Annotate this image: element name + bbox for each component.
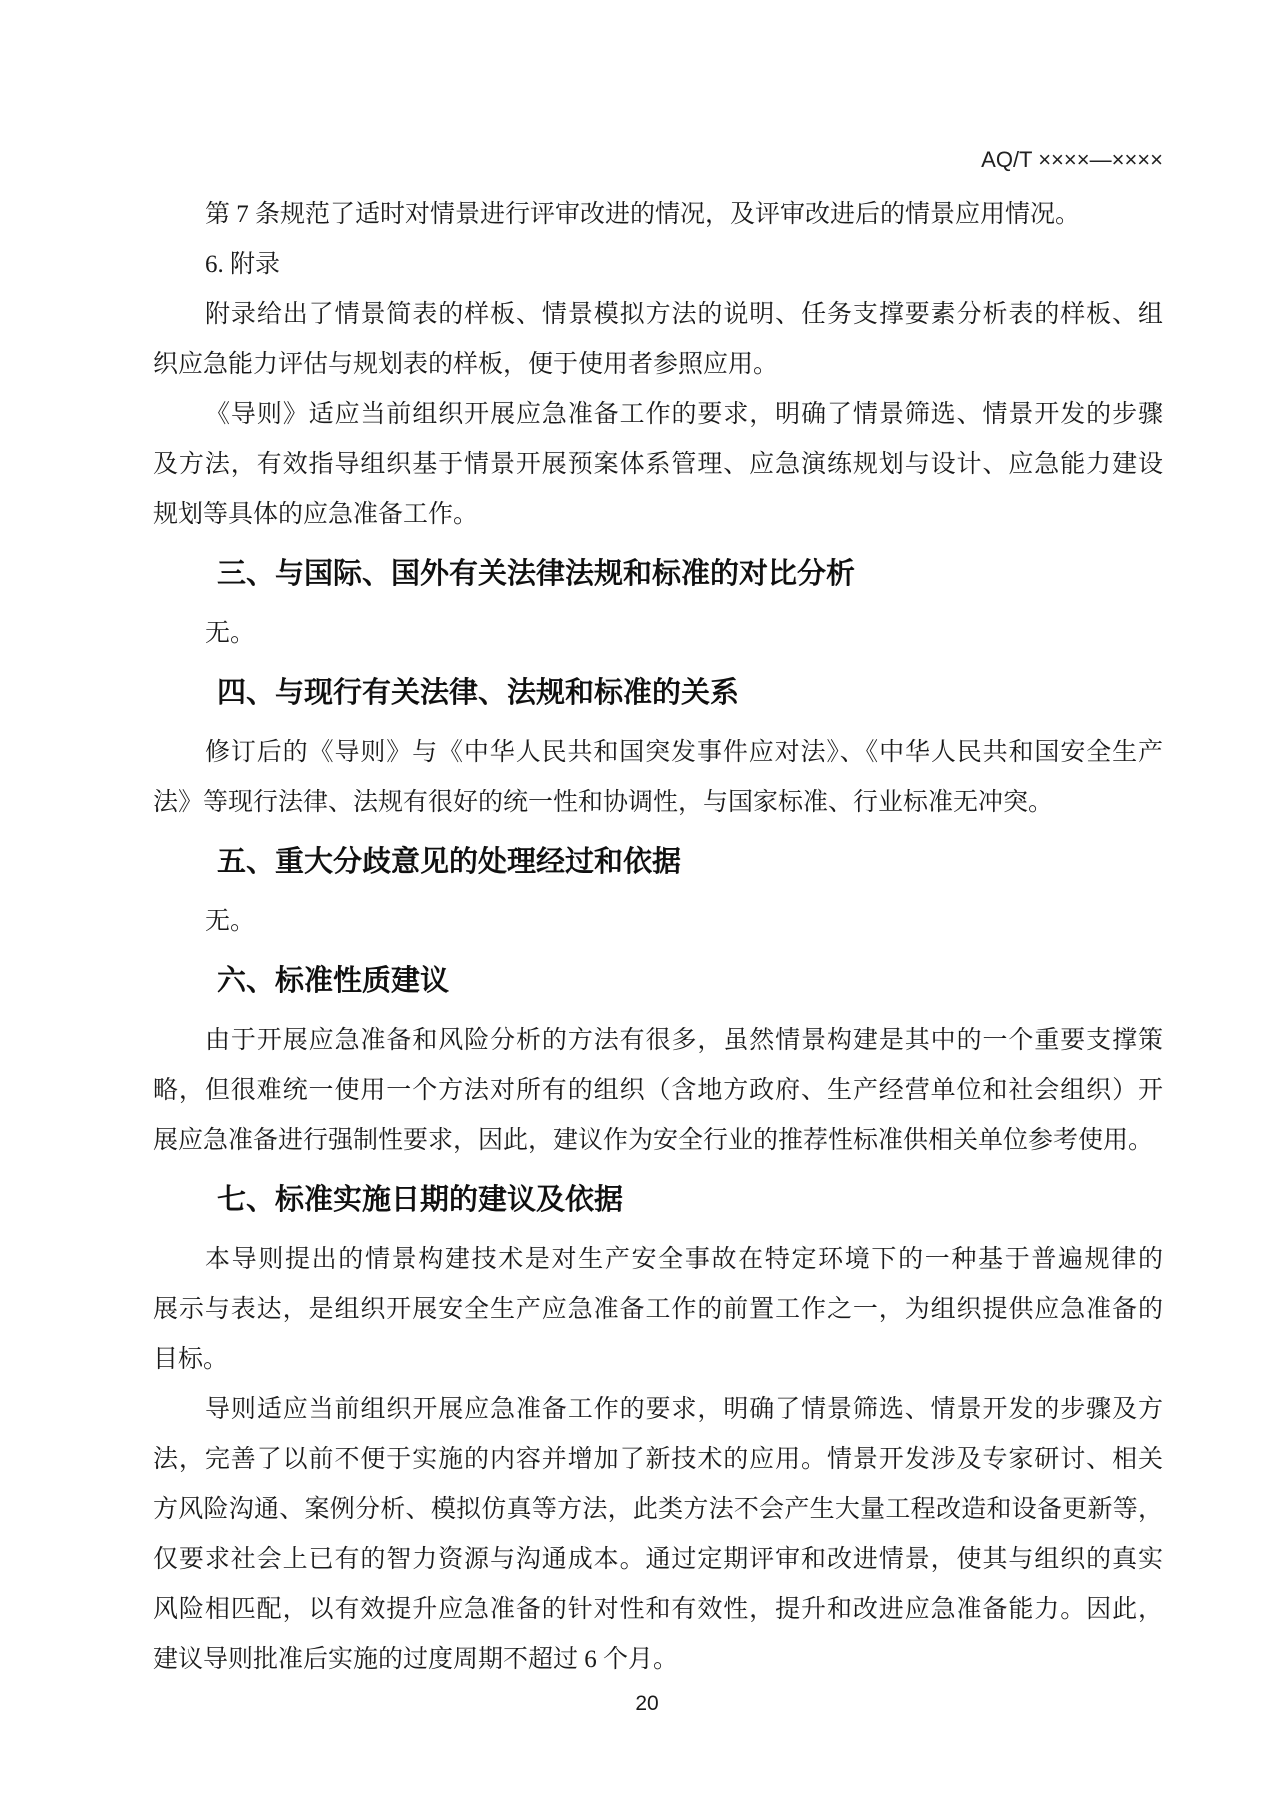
clause-number-line: 6. 附录 [205, 251, 281, 278]
paragraph-line: 织应急能力评估与规划表的样板，便于使用者参照应用。 [153, 351, 779, 378]
heading-section-7: 七、标准实施日期的建议及依据 [217, 1184, 624, 1216]
paragraph-line: 方风险沟通、案例分析、模拟仿真等方法，此类方法不会产生大量工程改造和设备更新等， [153, 1496, 1163, 1523]
heading-section-6: 六、标准性质建议 [217, 965, 450, 997]
paragraph-line: 无。 [205, 620, 256, 647]
standard-code-header: AQ/T ××××—×××× [981, 147, 1163, 172]
page-number: 20 [635, 1692, 659, 1715]
paragraph-line: 无。 [205, 908, 256, 935]
paragraph-line: 略，但很难统一使用一个方法对所有的组织（含地方政府、生产经营单位和社会组织）开 [153, 1077, 1163, 1104]
paragraph-line: 展应急准备进行强制性要求，因此，建议作为安全行业的推荐性标准供相关单位参考使用。 [153, 1127, 1154, 1154]
paragraph-line: 目标。 [153, 1346, 229, 1373]
paragraph-line: 本导则提出的情景构建技术是对生产安全事故在特定环境下的一种基于普遍规律的 [205, 1246, 1163, 1273]
paragraph-line: 风险相匹配，以有效提升应急准备的针对性和有效性，提升和改进应急准备能力。因此， [153, 1596, 1163, 1623]
heading-section-5: 五、重大分歧意见的处理经过和依据 [217, 846, 682, 878]
paragraph-line: 仅要求社会上已有的智力资源与沟通成本。通过定期评审和改进情景，使其与组织的真实 [153, 1546, 1163, 1573]
paragraph-line: 规划等具体的应急准备工作。 [153, 501, 479, 528]
paragraph-line: 《导则》适应当前组织开展应急准备工作的要求，明确了情景筛选、情景开发的步骤 [205, 401, 1163, 428]
paragraph-line: 导则适应当前组织开展应急准备工作的要求，明确了情景筛选、情景开发的步骤及方 [205, 1396, 1163, 1423]
paragraph-line: 展示与表达，是组织开展安全生产应急准备工作的前置工作之一，为组织提供应急准备的 [153, 1296, 1163, 1323]
paragraph-line: 法》等现行法律、法规有很好的统一性和协调性，与国家标准、行业标准无冲突。 [153, 789, 1054, 816]
paragraph-line: 修订后的《导则》与《中华人民共和国突发事件应对法》、《中华人民共和国安全生产 [205, 739, 1163, 766]
paragraph-line: 法，完善了以前不便于实施的内容并增加了新技术的应用。情景开发涉及专家研讨、相关 [153, 1446, 1163, 1473]
document-body [153, 190, 1163, 1685]
paragraph-line: 由于开展应急准备和风险分析的方法有很多，虽然情景构建是其中的一个重要支撑策 [205, 1027, 1163, 1054]
heading-section-4: 四、与现行有关法律、法规和标准的关系 [217, 677, 740, 709]
paragraph-line: 第 7 条规范了适时对情景进行评审改进的情况，及评审改进后的情景应用情况。 [205, 201, 1081, 228]
paragraph-line: 及方法，有效指导组织基于情景开展预案体系管理、应急演练规划与设计、应急能力建设 [153, 451, 1163, 478]
paragraph-line: 附录给出了情景简表的样板、情景模拟方法的说明、任务支撑要素分析表的样板、组 [205, 301, 1163, 328]
paragraph-line: 建议导则批准后实施的过度周期不超过 6 个月。 [153, 1646, 679, 1673]
heading-section-3: 三、与国际、国外有关法律法规和标准的对比分析 [217, 558, 856, 590]
